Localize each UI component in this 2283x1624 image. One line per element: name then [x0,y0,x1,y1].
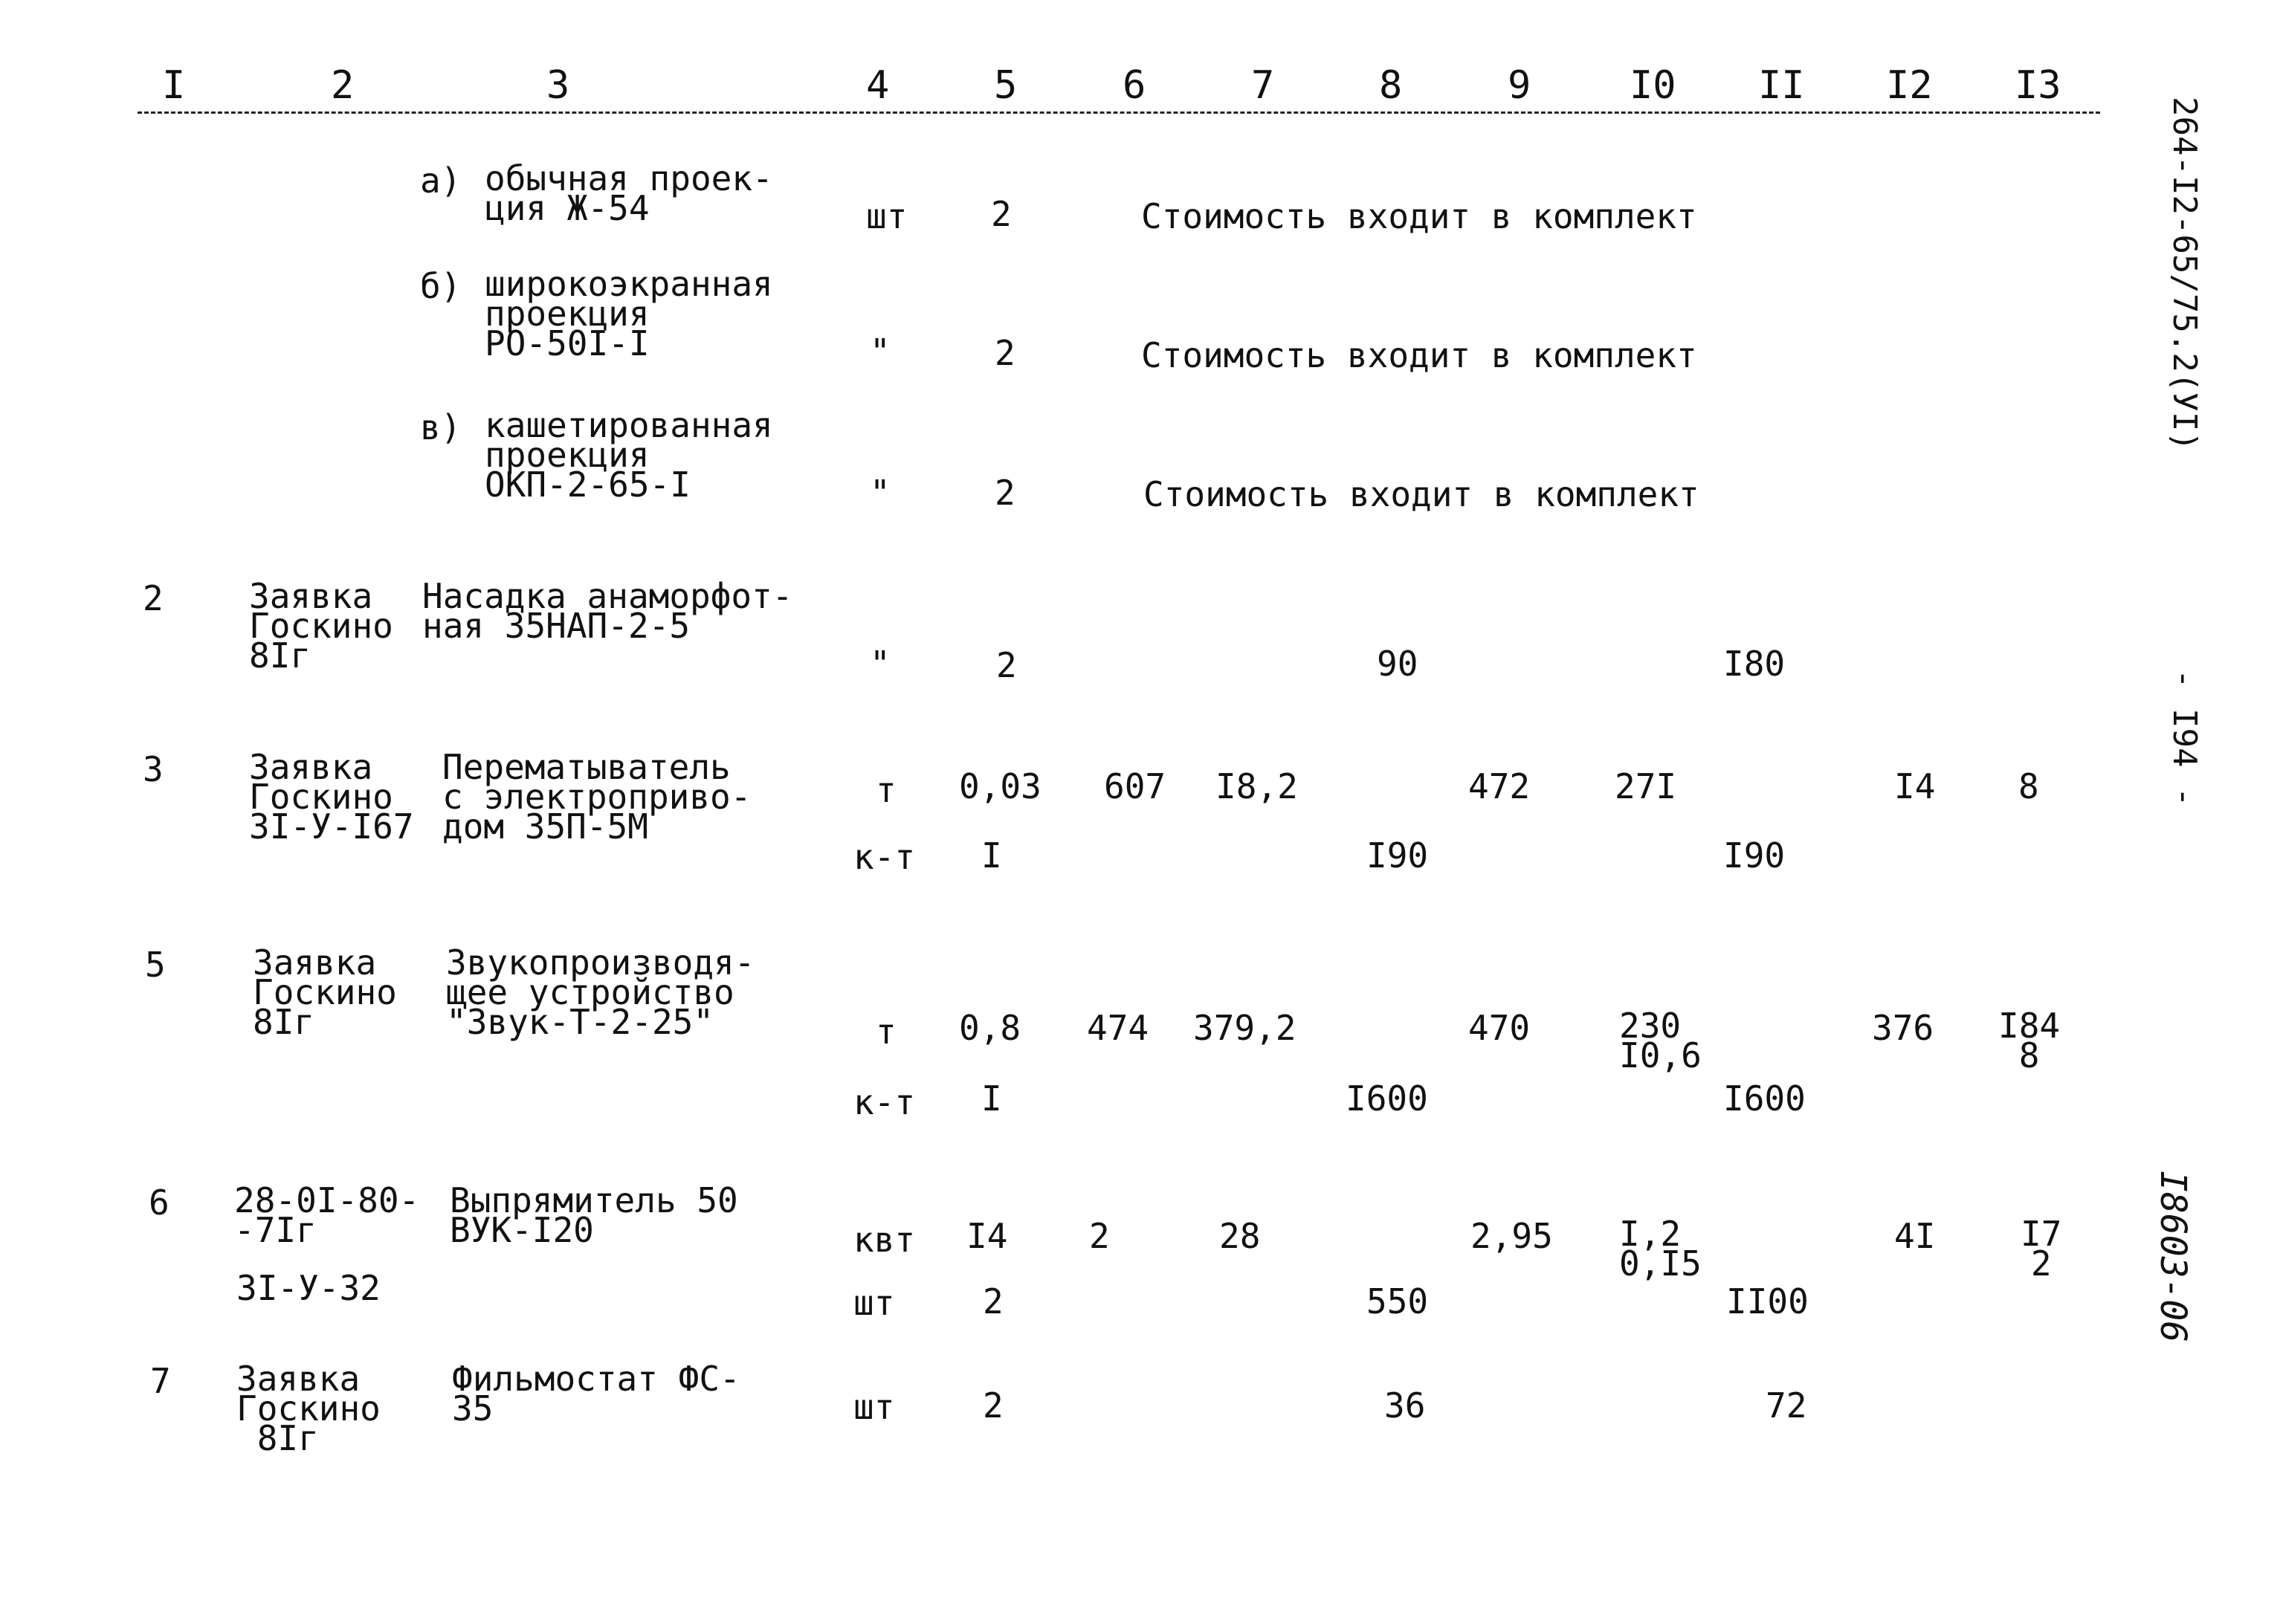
row-6-col8: 550 [1366,1281,1429,1321]
row-v-unit: " [870,473,891,513]
row-5-col9: 470 [1468,1008,1531,1048]
col-header-10: I0 [1630,63,1676,108]
row-5-unit2: к-т [853,1082,916,1122]
row-5-col10: 230 I0,6 [1619,1006,1702,1075]
row-2-source: Заявка Госкино 8Iг [249,576,393,676]
row-3-col7: I8,2 [1215,766,1298,806]
row-6-col7: 28 [1219,1216,1261,1256]
row-7-number: 7 [150,1361,171,1401]
row-7-name: Фильмостат ФС- 35 [452,1359,740,1429]
header-divider [138,111,2100,114]
col-header-12: I2 [1886,63,1933,108]
row-3-col8: I90 [1366,835,1429,876]
col-header-7: 7 [1251,63,1275,108]
row-b-name: широкоэкранная проекция РО-50I-I [485,264,773,363]
row-6-name: Выпрямитель 50 ВУК-I20 [450,1180,738,1250]
row-a-note: Стоимость входит в комплект [1141,196,1697,236]
row-a-qty: 2 [991,194,1012,234]
row-3-name: Перематыватель с электроприво- дом 35П-5М [442,747,752,847]
row-5-source: Заявка Госкино 8Iг [253,942,397,1042]
row-6-col6: 2 [1089,1216,1110,1256]
col-header-9: 9 [1508,63,1531,108]
row-6-unit2: шт [853,1283,895,1323]
row-6-source2: 3I-У-32 [236,1268,381,1308]
row-a-name: обычная проек- ция Ж-54 [485,158,773,228]
row-3-col6: 607 [1104,766,1166,806]
row-2-col8: 90 [1377,644,1418,684]
row-b-unit: " [870,331,891,372]
row-3-number: 3 [143,749,164,789]
row-7-qty: 2 [983,1385,1004,1426]
col-header-11: II [1758,63,1805,108]
col-header-2: 2 [331,63,355,108]
row-5-col8: I600 [1346,1078,1428,1119]
col-header-1: I [162,63,186,108]
row-3-unit2: к-т [853,837,916,877]
row-3-col12: I4 [1894,766,1936,806]
row-3-qty1: 0,03 [959,766,1042,806]
col-header-4: 4 [866,63,890,108]
page-number: - I94 - [2166,669,2203,807]
row-v-qty: 2 [995,473,1015,513]
row-v-name: кашетированная проекция ОКП-2-65-I [485,405,773,505]
col-header-5: 5 [994,63,1018,108]
row-6-qty1: I4 [966,1216,1008,1256]
row-3-col11: I90 [1723,835,1786,876]
row-6-qty2: 2 [983,1281,1004,1321]
row-6-unit1: квт [853,1220,916,1260]
col-header-13: I3 [2015,63,2061,108]
row-7-source: Заявка Госкино 8Iг [236,1359,381,1458]
row-3-unit1: т [876,770,897,810]
row-5-qty2: I [981,1078,1002,1119]
col-header-8: 8 [1379,63,1403,108]
document-code: 264-I2-65/75.2(УI) [2166,97,2203,451]
row-3-col13: 8 [2018,766,2039,806]
row-v-marker: в) [420,407,462,447]
row-5-col7: 379,2 [1193,1008,1297,1048]
row-5-qty1: 0,8 [959,1008,1021,1048]
col-header-3: 3 [546,63,570,108]
row-5-name: Звукопроизводя- щее устройство "Звук-Т-2-25" [446,942,755,1042]
row-b-note: Стоимость входит в комплект [1141,335,1697,375]
col-header-6: 6 [1123,63,1146,108]
row-6-col11: II00 [1726,1281,1809,1321]
row-6-col13: I7 2 [2021,1214,2062,1284]
row-2-unit: " [870,644,891,684]
row-a-marker: а) [420,161,462,201]
row-6-number: 6 [149,1183,169,1223]
row-6-col9: 2,95 [1470,1216,1553,1256]
row-2-col11: I80 [1723,644,1786,684]
row-6-col10: I,2 0,I5 [1619,1214,1702,1284]
row-7-col8: 36 [1384,1385,1426,1426]
row-5-number: 5 [145,945,166,985]
row-2-number: 2 [143,578,164,618]
row-5-col6: 474 [1087,1008,1149,1048]
row-3-qty2: I [981,835,1002,876]
row-2-name: Насадка анаморфот- ная 35НАП-2-5 [422,576,793,646]
row-5-col13: I84 8 [1998,1006,2061,1075]
row-6-source: 28-0I-80- -7Iг [234,1180,420,1250]
row-2-qty: 2 [996,645,1017,685]
row-3-source: Заявка Госкино 3I-У-I67 [249,747,414,847]
archive-stamp: I8603-06 [2152,1171,2194,1343]
row-5-unit1: т [876,1012,897,1052]
row-v-note: Стоимость входит в комплект [1143,474,1699,514]
row-3-col10: 27I [1615,766,1677,806]
row-b-qty: 2 [995,333,1015,373]
row-6-col12: 4I [1894,1216,1936,1256]
row-5-col12: 376 [1872,1008,1934,1048]
row-5-col11: I600 [1723,1078,1806,1119]
row-7-unit: шт [853,1387,895,1427]
row-a-unit: шт [866,196,908,236]
row-b-marker: б) [420,266,462,306]
row-7-col11: 72 [1766,1385,1807,1426]
row-3-col9: 472 [1468,766,1531,806]
